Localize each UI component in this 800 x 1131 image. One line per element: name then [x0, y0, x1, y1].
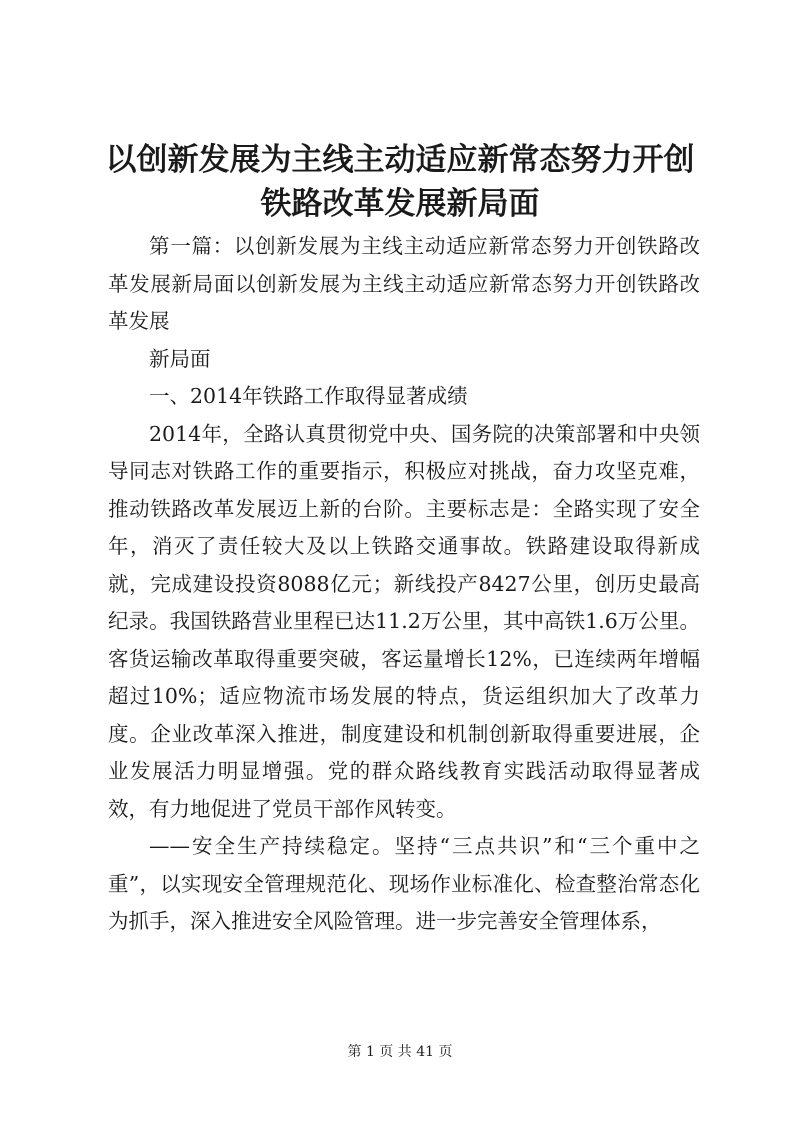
document-body	[108, 228, 700, 941]
paragraph-safety: ——安全生产持续稳定。坚持“三点共识”和“三个重中之重”，以实现安全管理规范化、现场作业标准化、检查整治常态化为抓手，深入推进安全风险管理。进一步完善安全管理体系，	[108, 834, 700, 933]
paragraph-subheading: 新局面	[149, 346, 211, 371]
page-number: 第 1 页 共 41 页	[347, 1044, 453, 1060]
paragraph-achievements: 2014年，全路认真贯彻党中央、国务院的决策部署和中央领导同志对铁路工作的重要指示，积极应对挑战，奋力攻坚克难，推动铁路改革发展迈上新的台阶。主要标志是：全路实现了安全年，消灭了责任较大及以上铁路交通事故。铁路建设取得新成就，完成建设投资8088亿元；新线投产8427公里，创历史最高纪录。我国铁路营业里程已达11.2万公里，其中高铁1.6万公里。客货运输改革取得重要突破，客运量增长12%，已连续两年增幅超过10%；适应物流市场发展的特点，货运组织加大了改革力度。企业改革深入推进，制度建设和机制创新取得重要进展，企业发展活力明显增强。党的群众路线教育实践活动取得显著成效，有力地促进了党员干部作风转变。	[108, 421, 700, 821]
section-heading: 一、2014年铁路工作取得显著成绩	[149, 384, 468, 408]
paragraph-intro: 第一篇：以创新发展为主线主动适应新常态努力开创铁路改革发展新局面以创新发展为主线主动适应新常态努力开创铁路改革发展	[108, 234, 700, 333]
document-title: 以创新发展为主线主动适应新常态努力开创铁路改革发展新局面	[105, 142, 695, 222]
